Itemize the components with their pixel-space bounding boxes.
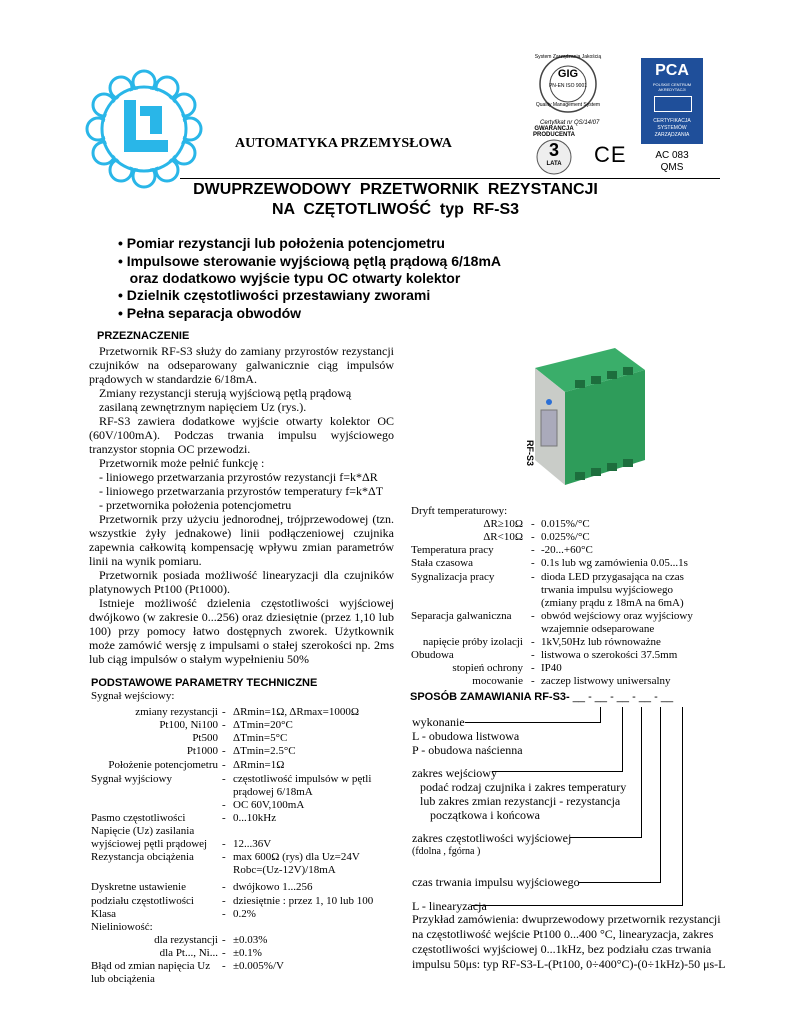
function-1: - liniowego przetwarzania przyrostów rezystancji f=k*ΔR [99,470,378,484]
leader-line [465,722,600,723]
param-label: Sygnalizacja pracy [411,570,495,583]
pca-badge [641,58,703,144]
leader-line [641,707,642,838]
pca-cert3: ZARZĄDZANIA [654,132,690,138]
param-value: prądowej 6/18mA [233,785,313,798]
przeznaczenie-text [89,344,394,666]
param-label: wyjściowej pętli prądowej [91,838,208,851]
param-value: IP40 [541,662,562,675]
param-value: ΔTmin=20°C [233,719,293,732]
pca-symbols-icon [654,96,692,112]
order-zakres-1: podać rodzaj czujnika i zakres temperatury [420,780,627,794]
ordering-slots: __ - __ - __ - __ - __ [572,691,674,703]
param-label: Stała czasowa [411,557,473,570]
order-example-4: impulsu 50μs: typ RF-S3-L-(Pt100, 0÷400°C)-(0÷1kHz)-50 μs-L [412,957,726,971]
param-dash: - [222,851,226,864]
ce-mark: CE [594,142,627,167]
warranty-seal [515,126,593,188]
warranty-unit: LATA [546,161,562,167]
pca-sub2: AKREDYTACJI [658,87,686,92]
param-value: ΔRmin=1Ω, ΔRmax=1000Ω [233,706,360,719]
param-value: 1kV,50Hz lub równoważne [541,636,661,648]
param-label: napięcie próby izolacji [422,636,523,648]
param-label: Pt100, Ni100 [159,719,218,732]
param-value: max 600Ω (rys) dla Uz=24V [233,851,360,864]
param-label: Dyskretne ustawienie [91,881,186,894]
param-value: 12...36V [233,838,272,851]
feature-bullet: • Pomiar rezystancji lub położenia potencjometru [118,235,445,251]
param-label: ΔR≥10Ω [483,518,523,531]
param-value: ±0.1% [233,946,262,959]
pca-sub1: POLSKIE CENTRUM [652,82,692,87]
document-title-line1: DWUPRZEWODOWY PRZETWORNIK REZYSTANCJI [193,181,598,198]
pca-cert2: SYSTEMÓW [657,125,687,131]
param-dash: - [222,933,226,946]
gig-ring-bottom: Quality Management System [535,102,601,108]
param-dash: - [531,570,535,583]
param-label: podziału częstotliwości [91,894,194,907]
leader-line [622,707,623,772]
param-dash: - [222,946,226,959]
param-dash: - [531,675,535,688]
feature-bullet: oraz dodatkowo wyjście typu OC otwarty kolektor [118,270,461,286]
pca-title: PCA [655,62,689,79]
ac-qms: QMS [660,162,684,173]
leader-line [570,837,641,838]
param-value: ΔTmin=5°C [233,732,288,745]
param-label: dla Pt..., Ni... [159,946,218,959]
section-heading-params: PODSTAWOWE PARAMETRY TECHNICZNE [91,677,318,689]
feature-bullet: • Dzielnik częstotliwości przestawiany zworami [118,287,431,303]
para-4: Przetwornik może pełnić funkcję : [99,456,265,470]
order-freq-sub: (fdolna , fgórna ) [412,846,481,857]
gig-title: GIG [557,68,579,80]
para-5: Przetwornik przy użyciu jednorodnej, trójprzewodowej (tzn. wszystkie żyły jednakowe) linii podłączeniowej czujnika zapewnia całkowitą kompensację wpływu zmian parametrów linii na wynik pomiaru. [89,512,394,568]
param-label: Klasa [91,907,117,920]
param-dash: - [222,798,226,811]
gig-norm: PN-EN ISO 9001 [548,83,588,89]
param-label: Położenie potencjometru [108,758,218,771]
param-label: Sygnał wyjściowy [91,772,172,785]
param-value: -20...+60°C [541,544,593,557]
param-label: Obudowa [411,649,454,662]
param-label: Dryft temperaturowy: [411,505,508,517]
param-label: ΔR<10Ω [483,531,523,544]
param-value: OC 60V,100mA [233,798,305,811]
param-dash: - [222,772,226,785]
device-photo [505,340,655,505]
param-label: Pasmo częstotliwości [91,811,186,824]
param-dash: - [531,557,535,570]
param-value: (zmiany prądu z 18mA na 6mA) [541,596,684,609]
company-name: AUTOMATYKA PRZEMYSŁOWA [235,136,452,151]
param-value: zaczep listwowy uniwersalny [541,675,671,688]
param-value: obwód wejściowy oraz wyjściowy [541,609,693,622]
param-value: 0.025%/°C [541,531,590,544]
param-dash: - [531,518,535,531]
param-value: 0.1s lub wg zamówienia 0.05...1s [541,557,688,570]
warranty-ring-text: GWARANCJA PRODUCENTA [533,126,575,138]
device-label: RF-S3 [525,440,535,467]
param-value: ΔRmin=1Ω [233,758,285,771]
param-dash: - [222,838,226,851]
leader-line [492,771,622,772]
param-dash: - [222,960,226,972]
para-2b: zasilaną zewnętrznym napięciem Uz (rys.). [99,400,307,414]
param-value: 0.2% [233,907,256,920]
param-dash: - [222,907,226,920]
para-3: RF-S3 zawiera dodatkowe wyjście otwarty kolektor OC (60V/100mA). Podczas trwania impulsu wyjściowego tranzystor stopnia OC przewodzi. [89,414,394,456]
param-label: Temperatura pracy [411,544,494,557]
param-value: ±0.03% [233,933,268,946]
para-1: Przetwornik RF-S3 służy do zamiany przyrostów rezystancji czujników na odseparowany galwanicznie ciąg impulsów prądowych w standardzie 6/18mA. [89,344,394,386]
param-dash: - [222,881,226,894]
order-example-2: na częstotliwość wejście Pt100 0...400 °C, linearyzacja, zakres [412,927,714,941]
param-label: lub obciążenia [91,973,155,986]
order-wykonanie-p: P - obudowa naścienna [412,743,523,757]
param-dash: - [531,544,535,557]
param-label: zmiany rezystancji [135,706,218,719]
para-6: Przetwornik posiada możliwość linearyzacji dla czujników platynowych Pt100 (Pt1000). [89,568,394,596]
param-label: Napięcie (Uz) zasilania [91,825,195,837]
param-value: 0...10kHz [233,811,277,824]
param-dash: - [531,662,535,675]
param-dash: - [222,758,226,771]
order-zakres-2: lub zakres zmian rezystancji - rezystancja [420,794,621,808]
param-value: dwójkowo 1...256 [233,881,313,894]
param-value: ΔTmin=2.5°C [233,745,296,758]
ordering-heading-text: SPOSÓB ZAMAWIANIA RF-S3- [410,691,570,703]
param-label: Pt500 [192,732,218,745]
leader-line [472,905,682,906]
order-zakres: zakres wejściowy [412,766,497,780]
order-lin: L - linearyzacja [412,899,487,913]
param-value: listwowa o szerokości 37.5mm [541,649,678,662]
section-heading-przeznaczenie: PRZEZNACZENIE [97,330,190,342]
ac-number: AC 083 [655,150,689,161]
param-dash: - [531,531,535,544]
param-label: dla rezystancji [154,933,218,946]
order-zakres-3: początkowa i końcowa [430,808,540,822]
certificate-number: Certyfikat nr QS/14/07 [540,120,600,126]
param-dash: - [222,811,226,824]
param-label: stopień ochrony [452,662,523,675]
param-dash: - [222,745,226,758]
param-value: trwania impulsu wyjściowego [541,583,673,596]
param-value: dioda LED przygasająca na czas [541,570,684,583]
leader-line [660,707,661,883]
param-label: Pt1000 [186,745,218,758]
leader-line [600,707,601,723]
param-label: Nieliniowość: [91,920,153,933]
order-wykonanie: wykonanie [412,715,465,729]
order-wykonanie-l: L - obudowa listwowa [412,729,520,743]
ordering-heading [410,691,673,703]
feature-bullet: • Pełna separacja obwodów [118,305,302,321]
order-example-1: Przykład zamówienia: dwuprzewodowy przetwornik rezystancji [412,912,721,926]
function-3: - przetwornika położenia potencjometru [99,498,292,512]
function-2: - liniowego przetwarzania przyrostów temperatury f=k*ΔT [99,484,384,498]
order-freq: zakres częstotliwości wyjściowej [412,831,572,845]
order-czas: czas trwania impulsu wyjściowego [412,875,580,889]
param-value: dziesiętnie : przez 1, 10 lub 100 [233,894,374,907]
pca-cert1: CERTYFIKACJA [653,118,691,124]
param-dash: - [531,609,535,622]
gig-ring-text: System Zarządzania Jakością [534,54,602,60]
param-dash: - [222,706,226,719]
header-rule [180,178,720,179]
param-dash: - [531,649,535,662]
param-value: częstotliwość impulsów w pętli [233,772,372,785]
param-label: Separacja galwaniczna [411,609,512,622]
warranty-years: 3 [548,140,559,160]
param-dash: - [531,636,535,648]
param-label: Rezystancja obciążenia [91,851,194,864]
param-dash: - [222,719,226,732]
order-example-3: częstotliwości wyjściowej 0...1kHz, bez podziału czas trwania [412,942,712,956]
param-value: ±0.005%/V [233,960,284,972]
document-title-line2: NA CZĘTOTLIWOŚĆ typ RF-S3 [271,201,520,218]
gig-certification-seal [528,52,608,116]
company-logo [80,68,208,190]
param-label: Sygnał wejściowy: [91,690,175,702]
param-label: Błąd od zmian napięcia Uz [91,960,211,972]
param-value: 0.015%/°C [541,518,590,531]
leader-line [578,882,660,883]
para-2a: Zmiany rezystancji sterują wyjściową pętlą prądową [99,386,352,400]
param-dash: - [222,894,226,907]
param-value: Robc=(Uz-12V)/18mA [233,864,336,877]
param-value: wzajemnie odseparowane [541,622,655,635]
para-7: Istnieje możliwość dzielenia częstotliwości wyjściowej dwójkowo (w zakresie 0...256) oraz dziesiętnie (przez 1,10 lub 100) przy pomocy łatwo dostępnych zworek. Użytkownik może zamówić wersję z impulsami o stałej szerokości np. 2ms lub ciąg impulsów o stałym wypełnieniu 50% [89,596,394,666]
leader-line [682,707,683,906]
feature-bullet: • Impulsowe sterowanie wyjściową pętlą prądową 6/18mA [118,253,502,269]
param-label: mocowanie [472,675,523,688]
